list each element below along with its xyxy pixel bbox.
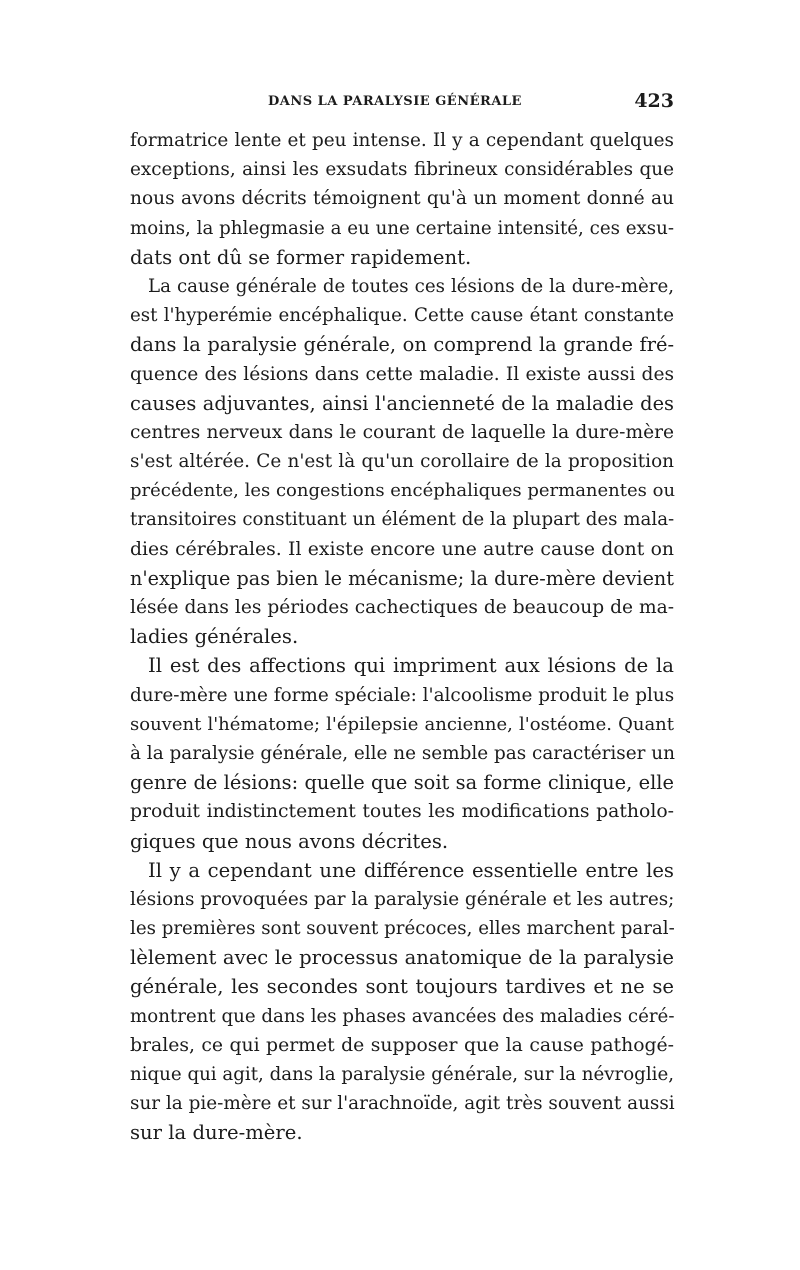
page-number: 423 (634, 90, 674, 112)
text-line: nique qui agit, dans la paralysie générale, sur la névroglie, (130, 1064, 674, 1085)
text-line: ladies générales. (130, 625, 299, 649)
text-line: précédente, les congestions encéphaliques permanentes ou (130, 480, 676, 502)
text-line: à la paralysie générale, elle ne semble pas caractériser un (130, 742, 675, 764)
text-line: La cause générale de toutes ces lésions de la dure-mère, (148, 275, 674, 297)
text-line: moins, la phlegmasie a eu une certaine intensité, ces exsu- (130, 217, 674, 239)
text-line: Il y a cependant une différence essentielle entre les (148, 858, 674, 882)
text-line: montrent que dans les phases avancées des maladies céré- (130, 1005, 675, 1027)
body-text (130, 126, 674, 1148)
text-line: dure-mère une forme spéciale: l'alcoolisme produit le plus (130, 684, 675, 706)
text-line: est l'hyperémie encéphalique. Cette cause étant constante (130, 305, 674, 327)
text-line: Il est des affections qui impriment aux lésions de la (148, 654, 674, 678)
text-line: centres nerveux dans le courant de laquelle la dure-mère (130, 421, 674, 443)
text-line: dies cérébrales. Il existe encore une autre cause dont on (130, 538, 674, 560)
text-line: lésée dans les périodes cachectiques de beaucoup de ma- (130, 597, 674, 618)
text-line: exceptions, ainsi les exsudats fibrineux considérables que (130, 159, 674, 181)
text-line: n'explique pas bien le mécanisme; la dure-mère devient (130, 566, 674, 590)
running-title: DANS LA PARALYSIE GÉNÉRALE (268, 94, 522, 109)
text-line: causes adjuvantes, ainsi l'ancienneté de la maladie des (130, 391, 674, 415)
text-line: quence des lésions dans cette maladie. Il existe aussi des (130, 363, 674, 385)
text-line: formatrice lente et peu intense. Il y a cependant quelques (130, 130, 674, 151)
text-line: dats ont dû se former rapidement. (130, 245, 472, 269)
text-line: s'est altérée. Ce n'est là qu'un corollaire de la proposition (130, 451, 674, 473)
text-line: giques que nous avons décrites. (130, 829, 449, 853)
text-line: produit indistinctement toutes les modifications patholo- (130, 801, 674, 823)
text-line: lèlement avec le processus anatomique de la paralysie (130, 946, 674, 970)
text-line: sur la pie-mère et sur l'arachnoïde, agit très souvent aussi (130, 1093, 675, 1115)
text-line: brales, ce qui permet de supposer que la cause pathogé- (130, 1034, 674, 1056)
text-line: lésions provoquées par la paralysie générale et les autres; (130, 888, 675, 910)
text-line: les premières sont souvent précoces, elles marchent paral- (130, 918, 675, 940)
text-line: sur la dure-mère. (130, 1121, 303, 1145)
text-line: transitoires constituant un élément de la plupart des mala- (130, 509, 675, 531)
text-line: genre de lésions: quelle que soit sa forme clinique, elle (130, 771, 674, 795)
text-line: nous avons décrits témoignent qu'à un moment donné au (130, 188, 674, 210)
text-line: dans la paralysie générale, on comprend la grande fré- (130, 333, 674, 357)
text-line: générale, les secondes sont toujours tardives et ne se (130, 975, 674, 999)
text-line: souvent l'hématome; l'épilepsie ancienne, l'ostéome. Quant (130, 713, 674, 735)
page-header (130, 92, 674, 116)
